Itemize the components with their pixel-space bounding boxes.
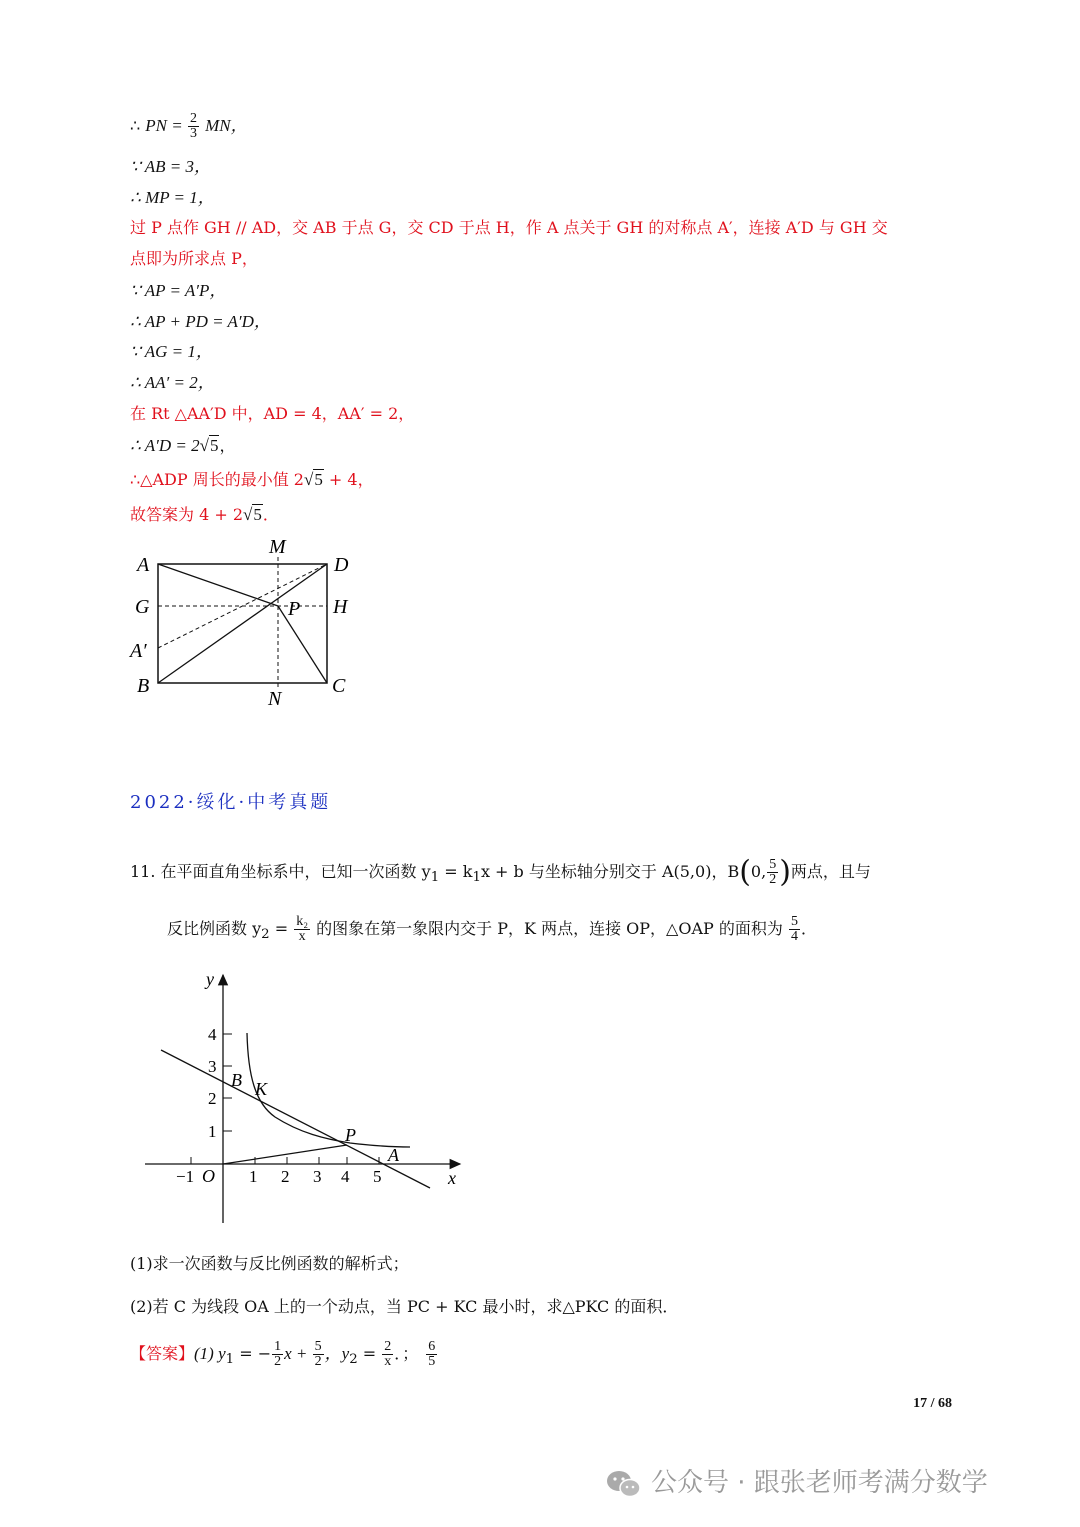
frac-den: x <box>298 929 306 944</box>
therefore-symbol: ∴ <box>130 116 141 135</box>
radicand: 5 <box>253 505 262 524</box>
solution-line-3 <box>130 188 215 208</box>
text: x + <box>284 1344 312 1363</box>
frac-num: 6 <box>428 1339 436 1354</box>
sqrt-5: √5 <box>199 436 219 455</box>
text: 在平面直角坐标系中，已知一次函数 y <box>160 862 431 881</box>
frac-den: 4 <box>790 929 798 944</box>
line-ap <box>158 564 278 606</box>
solution-line-10: 在 Rt △AA′D 中，AD = 4，AA′ = 2， <box>130 404 415 423</box>
fraction <box>382 1340 393 1369</box>
solution-line-9 <box>130 373 215 393</box>
label-d: D <box>334 554 349 576</box>
watermark-text: 公众号 · 跟张老师考满分数学 <box>651 1468 988 1498</box>
punct: ． <box>262 505 279 524</box>
geometry-figure-rectangle <box>125 535 375 715</box>
wechat-icon <box>605 1469 643 1499</box>
x-tick-label: 2 <box>281 1167 290 1186</box>
solution-line-13 <box>130 505 279 525</box>
label-p: P <box>288 598 301 620</box>
line-text: ∵ AB = 3， <box>130 157 211 176</box>
frac-den: 2 <box>769 872 777 887</box>
line-text: 故答案为 4 + 2 <box>130 505 244 524</box>
y-tick-label: 3 <box>208 1057 217 1076</box>
text: 两点，且与 <box>790 862 871 881</box>
line-pc <box>278 606 327 683</box>
x-tick-label: 3 <box>313 1167 322 1186</box>
solution-line-4: 过 P 点作 GH // AD，交 AB 于点 G，交 CD 于点 H，作 A 点关于 GH 的对称点 A′，连接 A′D 与 GH 交 <box>130 218 888 237</box>
subscript: 1 <box>225 1352 235 1368</box>
point-label-p: P <box>345 1125 356 1145</box>
answer-line <box>130 1340 438 1371</box>
question-part-1: (1)求一次函数与反比例函数的解析式； <box>130 1254 409 1273</box>
line-text: ∴ A′D = 2 <box>130 436 200 455</box>
y-tick-label: 2 <box>208 1089 217 1108</box>
point-label-k: K <box>255 1079 268 1099</box>
fraction-two-thirds <box>188 112 199 141</box>
punct: ， <box>219 436 236 455</box>
label-a: A <box>137 554 150 576</box>
frac-num: 2 <box>384 1339 392 1354</box>
fraction-five-quarters <box>789 915 800 944</box>
point-label-a: A <box>388 1145 399 1165</box>
solution-line-7 <box>130 312 271 332</box>
text: ，y <box>324 1344 350 1363</box>
text: = − <box>234 1344 272 1363</box>
paren: ) <box>779 854 791 890</box>
text: = <box>269 919 294 938</box>
label-h: H <box>333 596 348 618</box>
expr-mn: MN， <box>205 116 248 135</box>
solution-line-6 <box>130 281 226 301</box>
inverse-function-curve <box>247 1033 410 1147</box>
text: 反比例函数 y <box>167 919 262 938</box>
section-heading: 2022·绥化·中考真题 <box>130 792 332 813</box>
paren: ( <box>739 854 751 890</box>
question-number: 11. <box>130 862 156 881</box>
sqrt-5: √5 <box>304 470 323 489</box>
solution-line-5: 点即为所求点 P， <box>130 249 258 268</box>
text: ． <box>800 919 817 938</box>
y-tick-label: 4 <box>208 1025 217 1044</box>
x-axis-label: x <box>448 1168 456 1188</box>
label-n: N <box>268 688 282 710</box>
subscript: 1 <box>472 870 481 886</box>
fraction <box>313 1340 324 1369</box>
solution-line-12 <box>130 470 374 490</box>
frac-num: 5 <box>769 857 777 872</box>
text: 的图象在第一象限内交于 P，K 两点，连接 OP，△OAP 的面积为 <box>311 919 788 938</box>
radicand: 5 <box>209 436 219 455</box>
watermark <box>605 1462 988 1499</box>
frac-num: 5 <box>314 1339 322 1354</box>
line-bd <box>158 564 327 683</box>
line-text: ∴ MP = 1， <box>130 188 215 207</box>
frac-den: 2 <box>274 1354 282 1369</box>
text: = k <box>439 862 473 881</box>
origin-label: O <box>202 1166 215 1186</box>
frac-den: 2 <box>314 1354 322 1369</box>
line-text: ∵ AG = 1， <box>130 342 213 361</box>
x-tick-label: 4 <box>341 1167 350 1186</box>
line-text: ∴△ADP 周长的最小值 2 <box>130 470 304 489</box>
subscript: 2 <box>261 927 270 943</box>
expr-pn: PN = <box>145 116 187 135</box>
fraction-five-halves <box>767 858 778 887</box>
subscript: 1 <box>430 870 440 886</box>
label-m: M <box>269 536 286 558</box>
frac-num: k₂ <box>296 914 309 929</box>
coordinate-figure <box>140 965 470 1230</box>
page-number: 17 / 68 <box>913 1396 952 1411</box>
answer-tag: 【答案】 <box>130 1344 195 1363</box>
punct: + 4， <box>323 470 374 489</box>
fraction-k2-over-x <box>294 915 310 944</box>
line-text: ∴ AP + PD = A′D， <box>130 312 271 331</box>
text: = <box>357 1344 382 1363</box>
x-tick-label: −1 <box>176 1167 195 1186</box>
fraction <box>426 1340 437 1369</box>
solution-line-8 <box>130 342 213 362</box>
question-part-2: (2)若 C 为线段 OA 上的一个动点，当 PC + KC 最小时，求△PKC 的面积． <box>130 1297 679 1316</box>
y-tick-label: 1 <box>208 1122 217 1141</box>
label-a-prime: A′ <box>130 640 147 662</box>
frac-den: 3 <box>189 126 197 141</box>
solution-line-1 <box>130 112 248 141</box>
fraction <box>272 1340 283 1369</box>
segment-op <box>223 1145 347 1164</box>
text: 0, <box>750 862 767 881</box>
label-g: G <box>135 596 150 618</box>
frac-den: x <box>384 1354 392 1369</box>
radicand: 5 <box>314 470 323 489</box>
y-axis-label: y <box>206 969 214 989</box>
solution-line-11 <box>130 436 235 456</box>
frac-num: 5 <box>790 914 798 929</box>
question-line-2 <box>167 915 817 946</box>
x-tick-label: 1 <box>249 1167 258 1186</box>
question-line-1 <box>130 854 871 890</box>
label-b: B <box>137 675 150 697</box>
text: (1) y <box>194 1344 226 1363</box>
frac-num: 2 <box>189 111 197 126</box>
sqrt-5: √5 <box>243 505 262 524</box>
frac-num: 1 <box>274 1339 282 1354</box>
text: ．； <box>394 1344 419 1363</box>
text: x + b 与坐标轴分别交于 A(5,0)，B <box>480 862 740 881</box>
solution-line-2 <box>130 157 211 177</box>
frac-den: 5 <box>428 1354 436 1369</box>
label-c: C <box>332 675 346 697</box>
line-text: ∵ AP = A′P， <box>130 281 227 300</box>
line-text: ∴ AA′ = 2， <box>130 373 215 392</box>
x-tick-label: 5 <box>373 1167 382 1186</box>
subscript: 2 <box>349 1352 358 1368</box>
point-label-b: B <box>231 1070 242 1090</box>
